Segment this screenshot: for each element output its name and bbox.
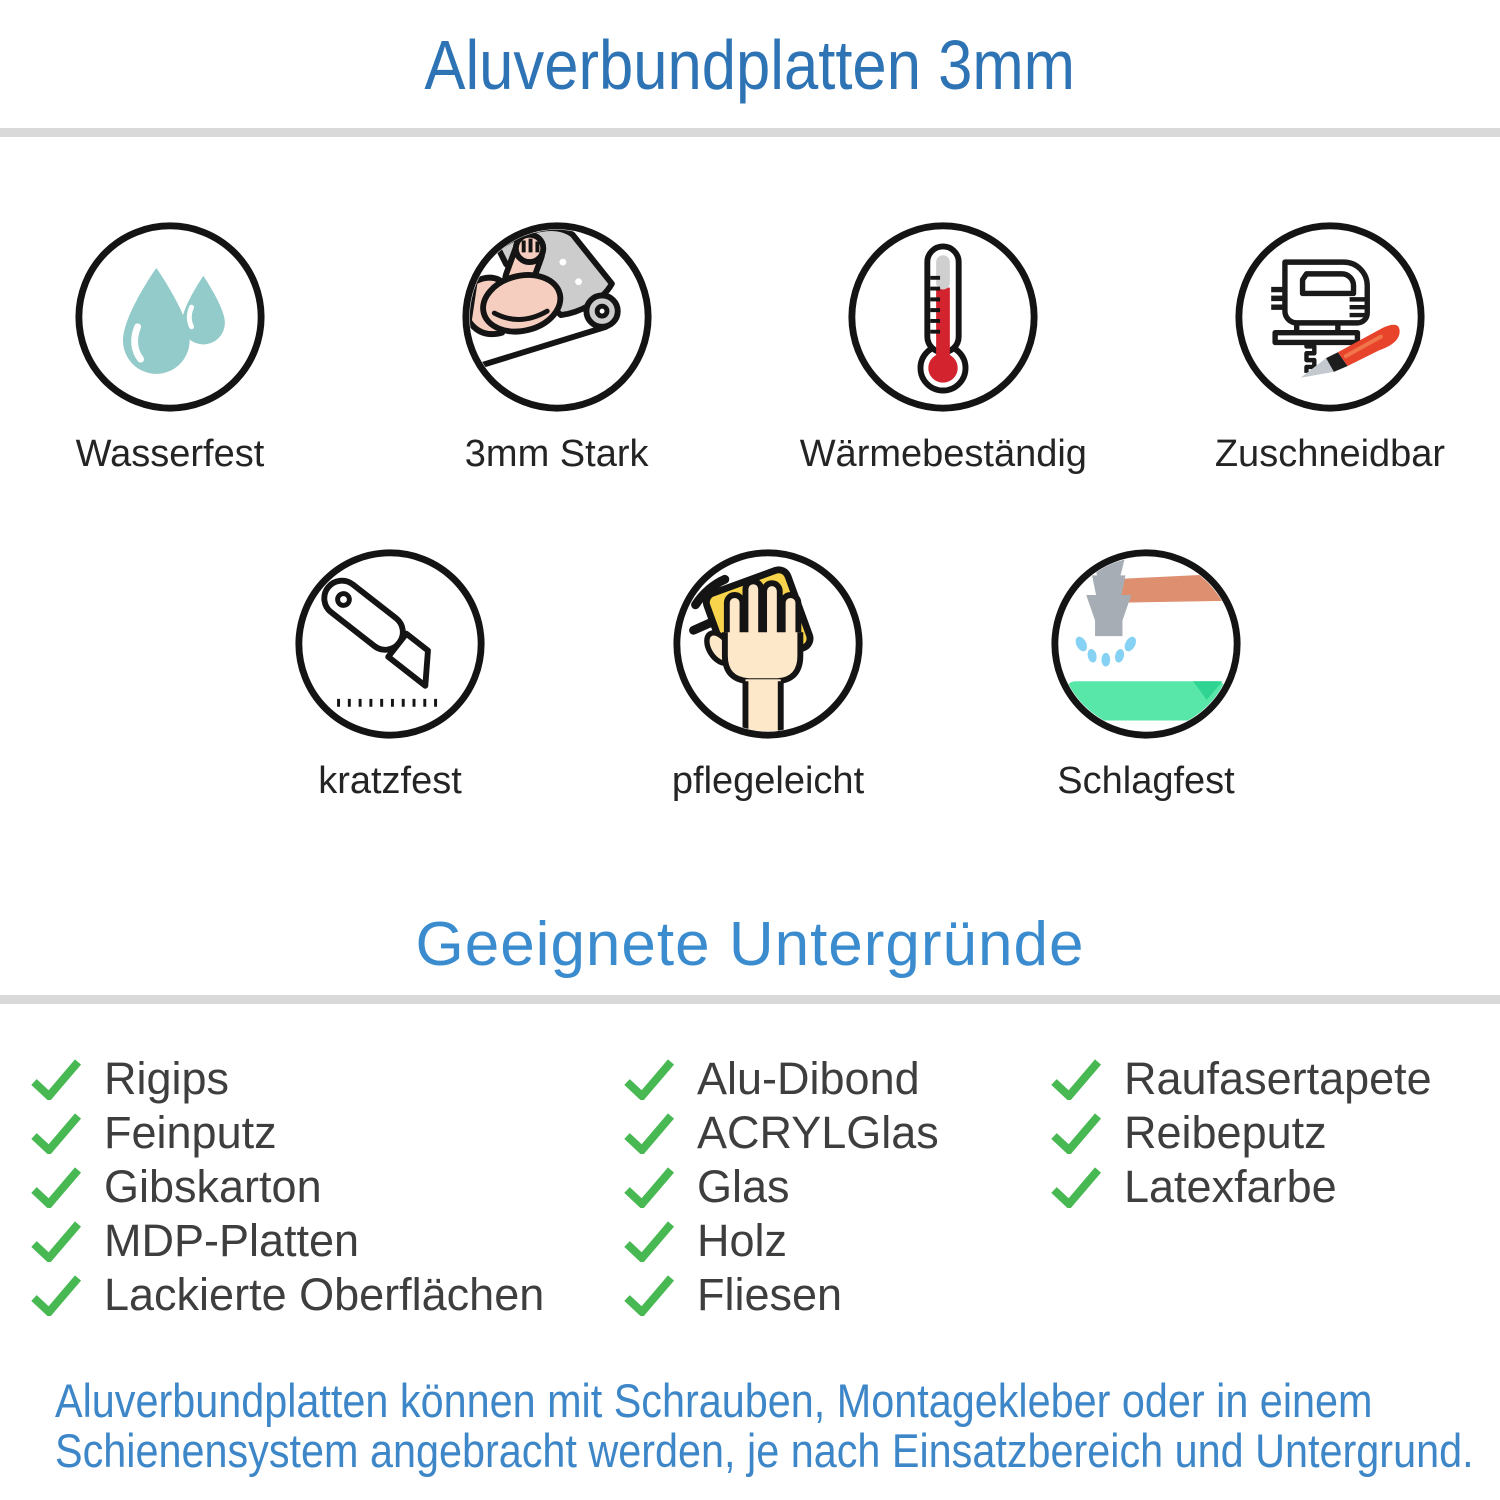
substrate-label: ACRYLGlas — [697, 1107, 939, 1158]
feature-label: Wärmebeständig — [799, 433, 1087, 475]
substrate-label: Lackierte Oberflächen — [104, 1269, 545, 1320]
footer-note-line-1: Aluverbundplatten können mit Schrauben, Montagekleber oder in einem — [55, 1374, 1373, 1427]
substrate-label: MDP-Platten — [104, 1215, 360, 1266]
substrate-item — [30, 1106, 623, 1160]
substrates-section — [0, 1052, 1500, 1322]
substrate-item — [623, 1214, 1050, 1268]
feature-kratzfest — [250, 546, 530, 803]
thermometer-icon — [845, 219, 1041, 415]
check-icon — [30, 1274, 82, 1316]
substrate-item — [30, 1214, 623, 1268]
substrate-item — [1050, 1052, 1500, 1106]
check-icon — [1050, 1058, 1102, 1100]
check-icon — [30, 1220, 82, 1262]
substrate-item — [623, 1052, 1050, 1106]
feature-wasserfest — [30, 219, 310, 476]
substrate-column-1 — [30, 1052, 623, 1322]
check-icon — [1050, 1166, 1102, 1208]
jigsaw-icon — [1232, 219, 1428, 415]
substrate-column-2 — [623, 1052, 1050, 1322]
substrate-item — [623, 1106, 1050, 1160]
substrate-item — [30, 1052, 623, 1106]
feature-label: pflegeleicht — [671, 760, 865, 802]
divider-bar-top — [0, 128, 1500, 137]
check-icon — [623, 1112, 675, 1154]
substrate-item — [623, 1268, 1050, 1322]
substrate-item — [1050, 1106, 1500, 1160]
check-icon — [30, 1166, 82, 1208]
check-icon — [623, 1058, 675, 1100]
substrate-label: Latexfarbe — [1124, 1161, 1337, 1212]
substrate-label: Feinputz — [104, 1107, 277, 1158]
footer-note — [55, 1376, 1500, 1476]
feature-pflegeleicht — [628, 546, 908, 803]
substrate-item — [30, 1268, 623, 1322]
page-title: Aluverbundplatten 3mm — [424, 26, 1076, 104]
substrate-label: Fliesen — [697, 1269, 843, 1320]
hammer-icon — [1048, 546, 1244, 742]
substrate-item — [623, 1160, 1050, 1214]
footer-note-line-2: Schienensystem angebracht werden, je nach Einsatzbereich und Untergrund. — [55, 1424, 1474, 1477]
check-icon — [623, 1274, 675, 1316]
substrate-item — [1050, 1160, 1500, 1214]
feature-3mm-stark — [417, 219, 697, 476]
section-subtitle: Geeignete Untergründe — [415, 910, 1085, 979]
divider-bar-bottom — [0, 995, 1500, 1004]
water-drops-icon — [72, 219, 268, 415]
substrate-label: Reibeputz — [1124, 1107, 1327, 1158]
check-icon — [623, 1220, 675, 1262]
feature-row-2 — [250, 546, 1286, 803]
feature-label: Schlagfest — [1057, 760, 1235, 802]
substrate-label: Raufasertapete — [1124, 1053, 1432, 1104]
substrate-column-3 — [1050, 1052, 1500, 1322]
check-icon — [1050, 1112, 1102, 1154]
substrate-label: Gibskarton — [104, 1161, 322, 1212]
feature-schlagfest — [1006, 546, 1286, 803]
check-icon — [623, 1166, 675, 1208]
strong-arm-icon — [459, 219, 655, 415]
feature-label: Wasserfest — [75, 433, 265, 475]
substrate-item — [30, 1160, 623, 1214]
feature-label: Zuschneidbar — [1214, 433, 1446, 475]
features-section — [0, 219, 1500, 803]
substrate-label: Alu-Dibond — [697, 1053, 920, 1104]
feature-label: kratzfest — [318, 760, 462, 802]
cleaning-hand-icon — [670, 546, 866, 742]
feature-row-1 — [0, 219, 1500, 476]
check-icon — [30, 1058, 82, 1100]
substrate-label: Holz — [697, 1215, 788, 1266]
utility-knife-icon — [292, 546, 488, 742]
feature-waermebestaendig — [799, 219, 1087, 476]
substrate-label: Glas — [697, 1161, 790, 1212]
feature-zuschneidbar — [1190, 219, 1470, 476]
check-icon — [30, 1112, 82, 1154]
feature-label: 3mm Stark — [464, 433, 649, 475]
substrate-label: Rigips — [104, 1053, 230, 1104]
